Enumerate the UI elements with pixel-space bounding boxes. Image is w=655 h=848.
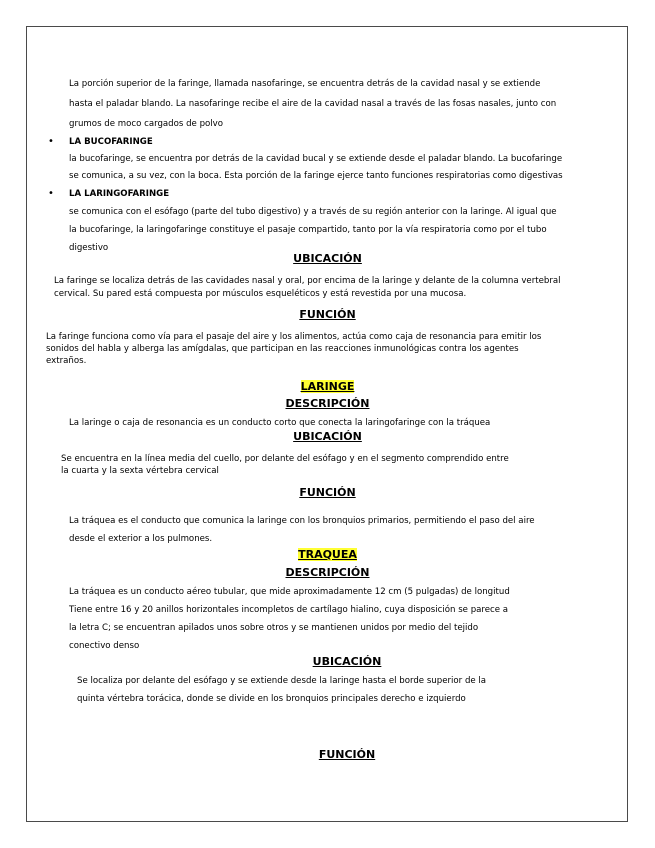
traquea-ubicacion-heading: UBICACIÓN	[312, 655, 382, 668]
bucofaringe-title: LA BUCOFARINGE	[69, 137, 153, 147]
bucofaringe-line-2: se comunica, a su vez, con la boca. Esta porción de la faringe ejerce tanto funciones respiratorias como digestivas	[69, 171, 563, 181]
nasofaringe-line-3: grumos de moco cargados de polvo	[69, 119, 224, 129]
faringe-funcion-heading: FUNCIÓN	[299, 308, 356, 321]
laringe-ubicacion-line-2: la cuarta y la sexta vértebra cervical	[61, 466, 219, 476]
traquea-descripcion-line-1: La tráquea es un conducto aéreo tubular, que mide aproximadamente 12 cm (5 pulgadas) de longitud	[69, 587, 510, 597]
traquea-title-text: TRAQUEA	[298, 548, 357, 561]
laringe-funcion-line-2: desde el exterior a los pulmones.	[69, 534, 213, 544]
laringe-descripcion-heading: DESCRIPCIÓN	[285, 397, 370, 410]
laringe-ubicacion-heading: UBICACIÓN	[293, 430, 362, 443]
laringe-title-text: LARINGE	[300, 380, 355, 393]
faringe-funcion-line-1: La faringe funciona como vía para el pasaje del aire y los alimentos, actúa como caja de resonancia para emitir los	[46, 332, 542, 342]
traquea-descripcion-heading: DESCRIPCIÓN	[285, 566, 370, 579]
nasofaringe-line-1: La porción superior de la faringe, llamada nasofaringe, se encuentra detrás de la cavidad nasal y se extiende	[69, 79, 541, 89]
laringe-funcion-line-1: La tráquea es el conducto que comunica la laringe con los bronquios primarios, permitiendo el paso del aire	[69, 516, 535, 526]
traquea-descripcion-line-4: conectivo denso	[69, 641, 140, 651]
faringe-funcion-line-2: sonidos del habla y alberga las amígdalas, que participan en las reacciones inmunológicas contra los agentes	[46, 344, 519, 354]
laringofaringe-title: LA LARINGOFARINGE	[69, 189, 170, 199]
traquea-ubicacion-line-2: quinta vértebra torácica, donde se divide en los bronquios principales derecho e izquierdo	[77, 694, 466, 704]
traquea-descripcion-line-3: la letra C; se encuentran apilados unos sobre otros y se mantienen unidos por medio del tejido	[69, 623, 479, 633]
laringe-funcion-heading: FUNCIÓN	[299, 486, 356, 499]
laringe-title	[0, 380, 655, 393]
traquea-ubicacion-line-1: Se localiza por delante del esófago y se extiende desde la laringe hasta el borde superior de la	[77, 676, 487, 686]
laringe-descripcion-line-1: La laringe o caja de resonancia es un conducto corto que conecta la laringofaringe con la tráquea	[69, 418, 491, 428]
traquea-title	[0, 548, 655, 561]
bullet-laringofaringe: •	[48, 188, 54, 199]
nasofaringe-line-2: hasta el paladar blando. La nasofaringe recibe el aire de la cavidad nasal a través de las fosas nasales, junto con	[69, 99, 557, 109]
laringofaringe-line-3: digestivo	[69, 243, 109, 253]
laringofaringe-line-2: la bucofaringe, la laringofaringe constituye el pasaje compartido, tanto por la vía respiratoria como por el tubo	[69, 225, 547, 235]
faringe-ubicacion-line-1: La faringe se localiza detrás de las cavidades nasal y oral, por encima de la laringe y delante de la columna vertebral	[54, 276, 561, 286]
bullet-bucofaringe: •	[48, 136, 54, 147]
traquea-descripcion-line-2: Tiene entre 16 y 20 anillos horizontales incompletos de cartílago hialino, cuya disposición se parece a	[69, 605, 509, 615]
faringe-funcion-line-3: extraños.	[46, 356, 87, 366]
bucofaringe-line-1: la bucofaringe, se encuentra por detrás de la cavidad bucal y se extiende desde el paladar blando. La bucofaringe	[69, 154, 563, 164]
faringe-ubicacion-line-2: cervical. Su pared está compuesta por músculos esqueléticos y está revestida por una mucosa.	[54, 289, 467, 299]
traquea-funcion-heading: FUNCIÓN	[318, 748, 376, 761]
laringofaringe-line-1: se comunica con el esófago (parte del tubo digestivo) y a través de su región anterior con la laringe. Al igual que	[69, 207, 557, 217]
laringe-ubicacion-line-1: Se encuentra en la línea media del cuello, por delante del esófago y en el segmento comprendido entre	[61, 454, 509, 464]
faringe-ubicacion-heading: UBICACIÓN	[293, 252, 362, 265]
